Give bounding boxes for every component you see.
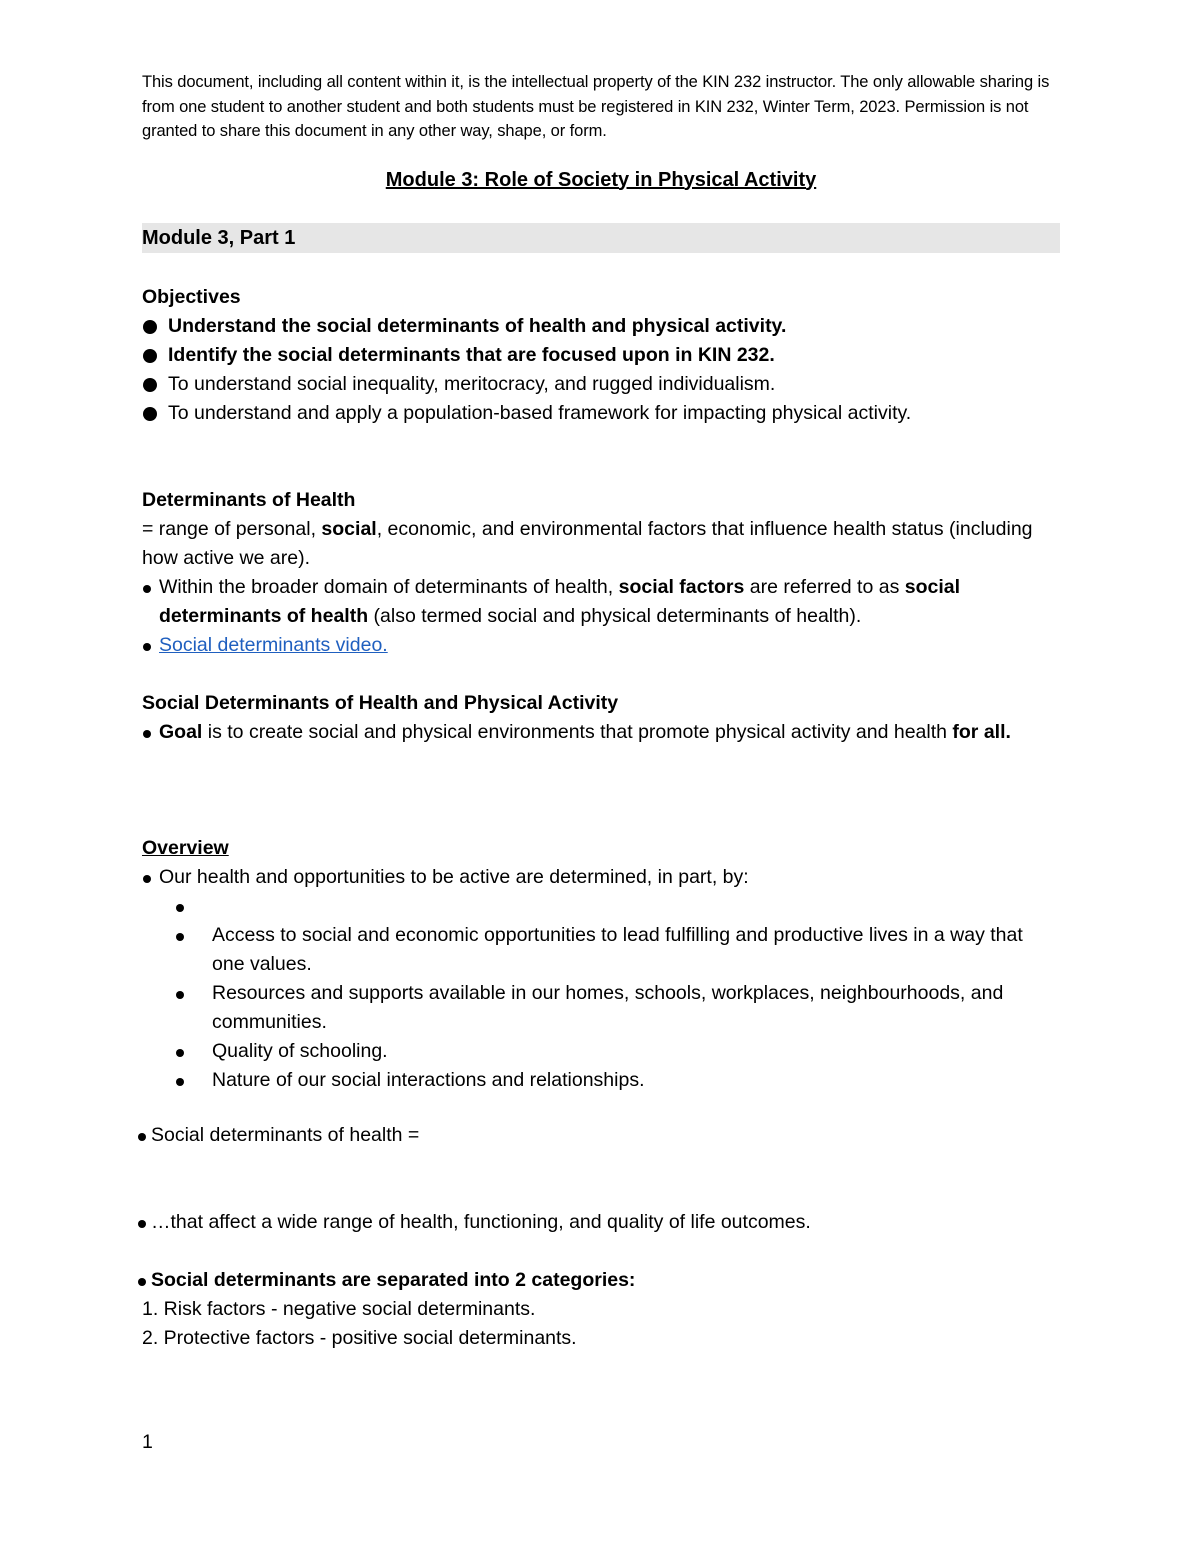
copyright-notice: This document, including all content within it, is the intellectual property of the KIN 232 instructor. The only allowable sharing is from one student to another student and both students must be registered in KIN 232, Winter Term, 2023. Permission is not granted to share this document in any other way, shape, or form. (142, 73, 1050, 140)
overview-lead: Our health and opportunities to be active are determined, in part, by: (142, 863, 1060, 892)
categories-list (142, 1295, 1060, 1353)
category-item: 1. Risk factors - negative social determinants. (142, 1297, 536, 1320)
bullet-bold: social factors (618, 575, 745, 598)
determinants-bullet (142, 573, 1060, 631)
determinants-definition (142, 515, 1060, 573)
sdoh-pa-heading: Social Determinants of Health and Physical Activity (142, 691, 619, 714)
overview-sub-list (142, 892, 1060, 1095)
page-number: 1 (142, 1431, 153, 1453)
objective-item: To understand social inequality, meritocracy, and rugged individualism. (142, 370, 1060, 399)
goal-text: is to create social and physical environments that promote physical activity and health (202, 720, 953, 743)
goal-bold: Goal (159, 720, 203, 743)
goal-bold-end: for all. (952, 720, 1011, 743)
video-bullet (142, 631, 1060, 660)
objective-item: Understand the social determinants of health and physical activity. (142, 312, 1060, 341)
categories-heading: Social determinants are separated into 2 categories: (138, 1266, 1060, 1295)
overview-sub-item: Access to social and economic opportunities to lead fulfilling and productive lives in a way that one values. (175, 921, 1060, 979)
determinants-heading: Determinants of Health (142, 488, 356, 511)
affect-outcomes: …that affect a wide range of health, functioning, and quality of life outcomes. (138, 1208, 1060, 1237)
definition-prefix: = range of personal, (142, 517, 322, 540)
sdoh-pa-bullets (142, 718, 1060, 747)
overview-sub-item: Resources and supports available in our homes, schools, workplaces, neighbourhoods, and communities. (175, 979, 1060, 1037)
overview-bullets (142, 863, 1060, 892)
determinants-bullets (142, 573, 1060, 660)
bullet-bold: social determinants of health (159, 575, 961, 627)
document-page (142, 70, 1060, 1353)
social-determinants-video-link[interactable]: Social determinants video. (159, 633, 388, 656)
part-heading: Module 3, Part 1 (142, 223, 1060, 253)
objectives-list (142, 312, 1060, 428)
bullet-text: (also termed social and physical determinants of health). (368, 604, 862, 627)
definition-bold: social (321, 517, 377, 540)
definition-suffix: , economic, and environmental factors that influence health status (including how active we are). (142, 517, 1033, 569)
bullet-text: Within the broader domain of determinants of health, (159, 575, 619, 598)
goal-bullet (142, 718, 1060, 747)
overview-sub-item: Quality of schooling. (175, 1037, 1060, 1066)
objective-item: Identify the social determinants that are focused upon in KIN 232. (142, 341, 1060, 370)
objective-item: To understand and apply a population-based framework for impacting physical activity. (142, 399, 1060, 428)
sdoh-equals: Social determinants of health = (138, 1121, 1060, 1150)
bullet-text: are referred to as (744, 575, 905, 598)
overview-heading: Overview (142, 836, 229, 859)
page-title: Module 3: Role of Society in Physical Activity (385, 168, 817, 191)
overview-sub-item: Nature of our social interactions and relationships. (175, 1066, 1060, 1095)
objectives-heading: Objectives (142, 285, 241, 308)
category-item: 2. Protective factors - positive social determinants. (142, 1326, 577, 1349)
overview-sub-item (175, 892, 1060, 921)
